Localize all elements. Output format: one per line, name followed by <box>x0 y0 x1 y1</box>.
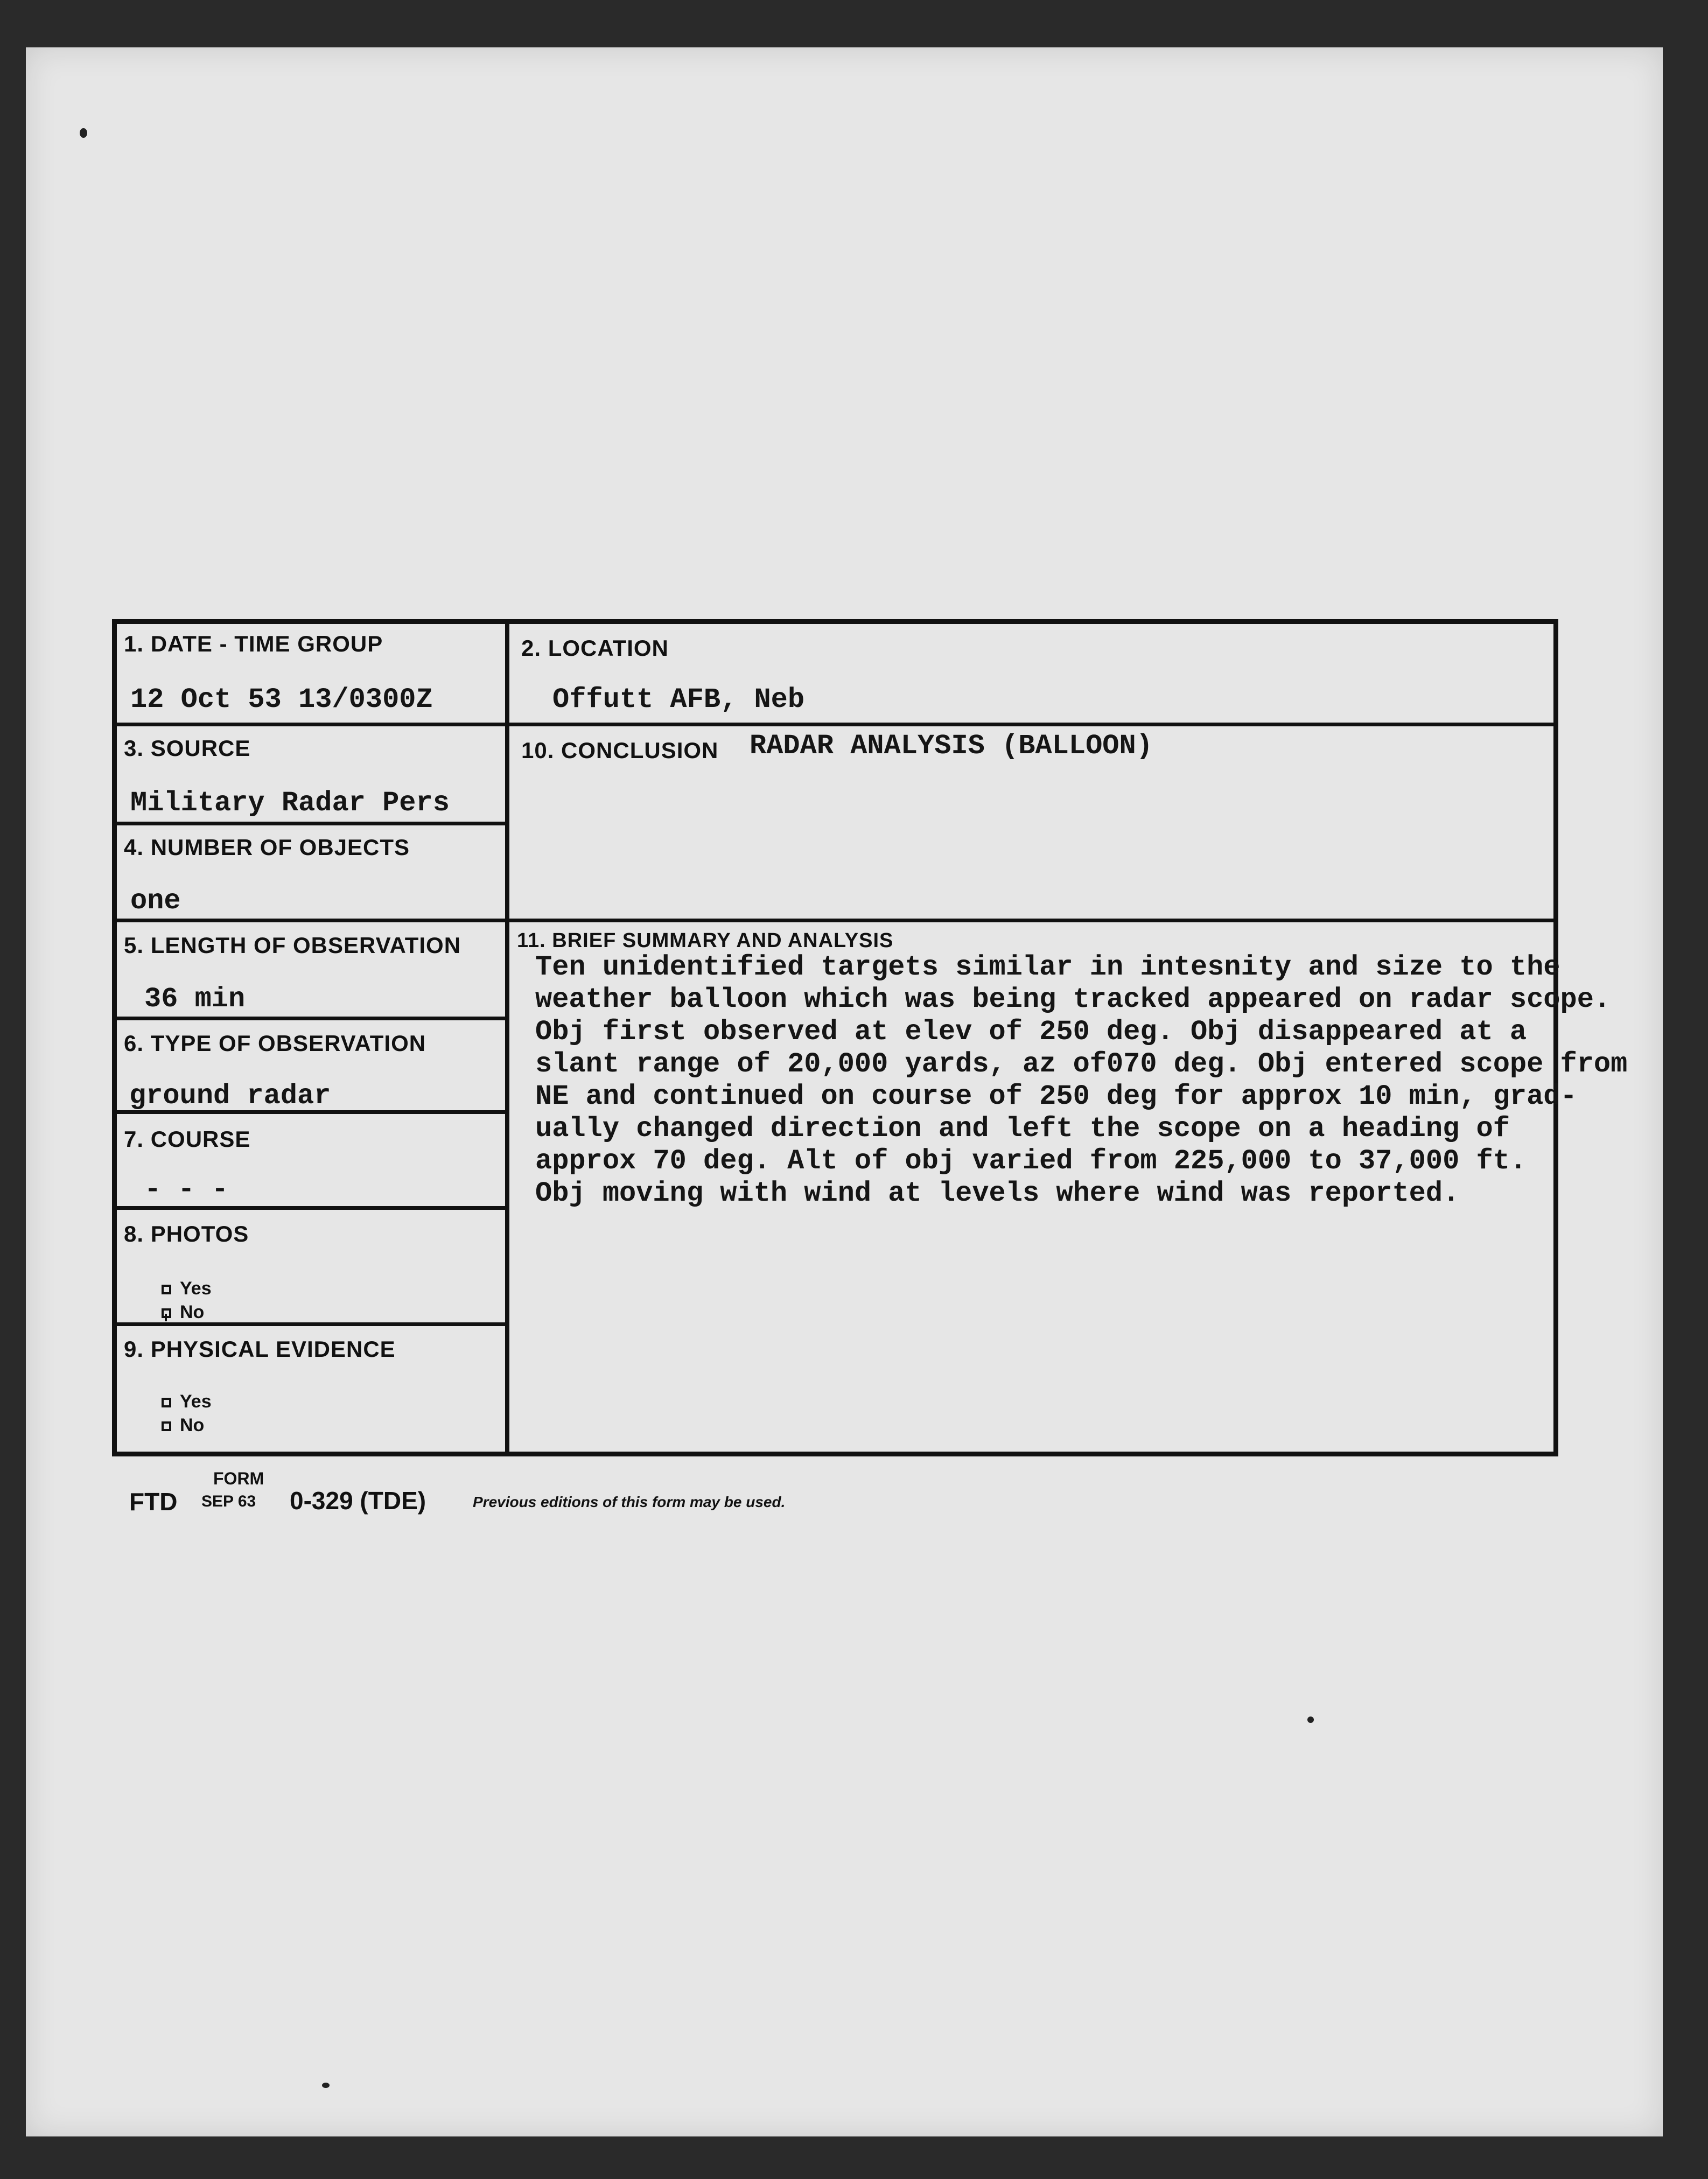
photos-yes-checkbox <box>162 1285 171 1294</box>
photos-label: 8. PHOTOS <box>124 1221 249 1246</box>
row-divider <box>112 919 508 922</box>
location-label: 2. LOCATION <box>521 635 669 661</box>
scan-speck <box>322 2083 330 2088</box>
location-value: Offutt AFB, Neb <box>552 684 805 716</box>
physical-evidence-yes-checkbox <box>162 1398 171 1407</box>
summary-line: Ten unidentified targets similar in intesnity and size to the <box>535 951 1560 983</box>
footer-form-number: 0-329 (TDE) <box>290 1487 426 1515</box>
footer-form-word: FORM <box>213 1469 264 1488</box>
date-time-group-label: 1. DATE - TIME GROUP <box>124 631 383 656</box>
checkmark-icon <box>165 1314 167 1321</box>
physical-evidence-no-checkbox <box>162 1421 171 1431</box>
scan-speck <box>1307 1716 1314 1723</box>
row-divider <box>112 723 508 726</box>
summary-line: NE and continued on course of 250 deg for approx 10 min, grad- <box>535 1081 1577 1112</box>
column-divider <box>505 619 509 1456</box>
date-time-group-value: 12 Oct 53 13/0300Z <box>130 684 433 716</box>
row-divider <box>505 723 1558 726</box>
row-divider <box>112 822 508 825</box>
type-of-observation-label: 6. TYPE OF OBSERVATION <box>124 1031 426 1056</box>
summary-line: approx 70 deg. Alt of obj varied from 225,000 to 37,000 ft. <box>535 1145 1527 1177</box>
footer-date: SEP 63 <box>201 1493 256 1510</box>
photos-no-checkbox <box>162 1308 171 1318</box>
photos-no-label: No <box>180 1302 205 1322</box>
summary-line: weather balloon which was being tracked appeared on radar scope. <box>535 984 1611 1015</box>
row-divider <box>112 1017 508 1020</box>
footer-note: Previous editions of this form may be used. <box>473 1494 786 1510</box>
footer-agency: FTD <box>129 1488 178 1516</box>
project-record-card <box>90 619 1628 1456</box>
scan-speck <box>80 128 87 138</box>
summary-line: ually changed direction and left the scope on a heading of <box>535 1113 1510 1145</box>
type-of-observation-value: ground radar <box>129 1080 331 1112</box>
summary-line: slant range of 20,000 yards, az of070 deg. Obj entered scope from <box>535 1048 1628 1080</box>
summary-label: 11. BRIEF SUMMARY AND ANALYSIS <box>517 929 894 952</box>
length-of-observation-value: 36 min <box>144 983 246 1015</box>
photos-yes-label: Yes <box>180 1278 212 1299</box>
summary-line: Obj first observed at elev of 250 deg. Obj disappeared at a <box>535 1016 1527 1048</box>
physical-evidence-label: 9. PHYSICAL EVIDENCE <box>124 1336 396 1362</box>
length-of-observation-label: 5. LENGTH OF OBSERVATION <box>124 933 461 958</box>
physical-evidence-yes-label: Yes <box>180 1391 212 1412</box>
number-of-objects-value: one <box>130 885 181 917</box>
summary-line: Obj moving with wind at levels where wind was reported. <box>535 1178 1460 1209</box>
summary-text <box>535 951 1628 1210</box>
row-divider <box>505 919 1558 922</box>
source-label: 3. SOURCE <box>124 735 251 761</box>
course-label: 7. COURSE <box>124 1126 251 1152</box>
conclusion-value: RADAR ANALYSIS (BALLOON) <box>750 730 1153 762</box>
row-divider <box>112 1206 508 1210</box>
number-of-objects-label: 4. NUMBER OF OBJECTS <box>124 835 410 860</box>
conclusion-label: 10. CONCLUSION <box>521 738 719 763</box>
row-divider <box>112 1322 508 1326</box>
source-value: Military Radar Pers <box>130 787 450 819</box>
physical-evidence-no-label: No <box>180 1415 205 1435</box>
course-value: - - - <box>144 1174 229 1206</box>
scan-top-border <box>0 0 1708 47</box>
